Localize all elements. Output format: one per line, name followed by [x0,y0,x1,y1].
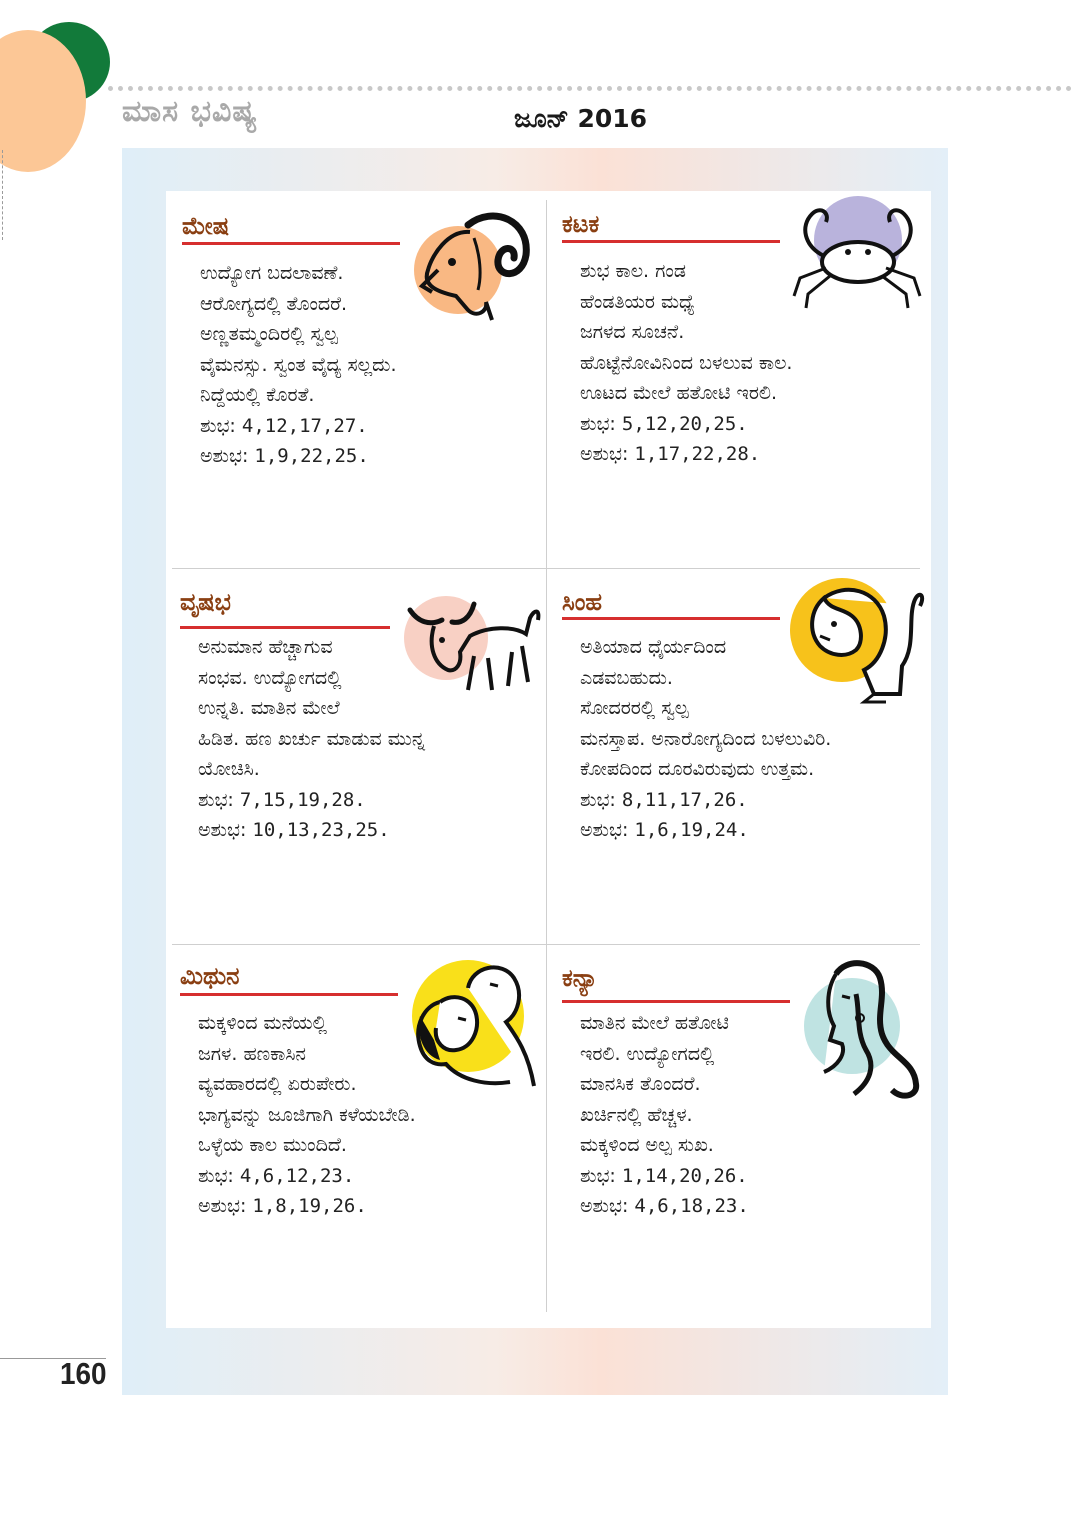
twins-icon [406,956,542,1092]
good-days-label: ಶುಭ: [200,414,236,437]
good-days-value: 4,12,17,27. [241,414,368,437]
prediction-line: ಖರ್ಚಿನಲ್ಲಿ ಹೆಚ್ಚಳ. [580,1103,693,1126]
bad-days-value: 4,6,18,23. [634,1195,749,1217]
prediction-line: ಭಾಗ್ಯವನ್ನು ಜೂಜಿಗಾಗಿ ಕಳೆಯಬೇಡಿ. [198,1103,416,1126]
prediction-line: ಶುಭ ಕಾಲ. ಗಂಡ [580,260,686,282]
bad-days-label: ಅಶುಭ: [200,445,249,467]
bad-days-label: ಅಶುಭ: [580,1195,629,1217]
bad-days-value: 1,8,19,26. [252,1195,367,1217]
bad-days-label: ಅಶುಭ: [198,1195,247,1217]
left-margin-rule [2,150,3,240]
sign-title-rule [182,242,400,245]
prediction-line: ಹೊಟ್ಟೆನೋವಿನಿಂದ ಬಳಲುವ ಕಾಲ. [580,351,793,374]
bad-days-value: 1,17,22,28. [634,443,761,465]
good-days-value: 5,12,20,25. [621,412,748,435]
sign-title-rule [562,617,780,620]
prediction-line: ಎಡವಬಹುದು. [580,666,673,689]
good-days-line [580,409,792,440]
bad-days-label: ಅಶುಭ: [580,443,629,465]
good-days-label: ಶುಭ: [580,788,616,811]
prediction-line: ಅತಿಯಾದ ಧೈರ್ಯದಿಂದ [580,636,727,658]
sign-title-rule [180,626,390,629]
month-title: ಜೂನ್ 2016 [514,104,648,133]
sign-name: ಸಿಂಹ [562,588,603,616]
row-divider [172,944,920,945]
good-days-value: 1,14,20,26. [621,1164,748,1187]
sign-name: ವೃಷಭ [180,588,231,616]
ram-icon [408,200,538,330]
prediction-line: ಜಗಳ. ಹಣಕಾಸಿನ [198,1042,306,1065]
prediction-line: ಅಣ್ಣತಮ್ಮಂದಿರಲ್ಲಿ ಸ್ವಲ್ಪ [200,323,338,345]
page-number: 160 [60,1356,107,1391]
prediction-line: ಮನಸ್ತಾಪ. ಅನಾರೋಗ್ಯದಿಂದ ಬಳಲುವಿರಿ. [580,727,832,750]
bad-days-value: 1,6,19,24. [634,819,749,841]
prediction-line: ಮಾತಿನ ಮೇಲೆ ಹತೋಟಿ [580,1012,729,1034]
bad-days-line [200,441,397,472]
sign-body [580,1008,749,1222]
maiden-icon [796,954,924,1102]
prediction-line: ಯೋಚಿಸಿ. [198,758,260,780]
sign-body [580,632,831,846]
good-days-line [200,411,397,442]
prediction-line: ಉದ್ಯೋಗ ಬದಲಾವಣೆ. [200,262,344,284]
bull-icon [404,586,544,696]
crab-icon [790,196,924,314]
prediction-line: ಸೋದರರಲ್ಲಿ ಸ್ವಲ್ಪ [580,697,689,719]
sign-title-rule [562,240,780,243]
prediction-line: ನಿದ್ದೆಯಲ್ಲಿ ಕೊರತೆ. [200,384,315,406]
sign-title-rule [562,1000,790,1003]
prediction-line: ಕೋಪದಿಂದ ದೂರವಿರುವುದು ಉತ್ತಮ. [580,758,815,780]
prediction-line: ಸಂಭವ. ಉದ್ಯೋಗದಲ್ಲಿ [198,666,342,689]
prediction-line: ಜಗಳದ ಸೂಚನೆ. [580,321,685,343]
good-days-value: 8,11,17,26. [621,788,748,811]
prediction-line: ವೈಮನಸ್ಸು. ಸ್ವಂತ ವೈದ್ಯ ಸಲ್ಲದು. [200,353,397,376]
prediction-line: ಆರೋಗ್ಯದಲ್ಲಿ ತೊಂದರೆ. [200,292,348,315]
prediction-line: ಇರಲಿ. ಉದ್ಯೋಗದಲ್ಲಿ [580,1042,715,1065]
good-days-line [198,1161,416,1192]
prediction-line: ವ್ಯವಹಾರದಲ್ಲಿ ಏರುಪೇರು. [198,1073,357,1095]
prediction-line: ಮಕ್ಕಳಿಂದ ಮನೆಯಲ್ಲಿ [198,1012,328,1034]
good-days-line [580,785,831,816]
prediction-line: ಮಕ್ಕಳಿಂದ ಅಲ್ಪ ಸುಖ. [580,1134,714,1156]
good-days-value: 7,15,19,28. [239,788,366,811]
good-days-line [198,785,425,816]
header-dotted-line [108,86,1072,91]
sign-name: ಕಟಕ [562,210,600,238]
prediction-line: ಉನ್ನತಿ. ಮಾತಿನ ಮೇಲೆ [198,697,340,719]
good-days-label: ಶುಭ: [198,788,234,811]
bad-days-line [198,815,425,846]
bad-days-line [198,1191,416,1222]
prediction-line: ಮಾನಸಿಕ ತೊಂದರೆ. [580,1073,701,1095]
prediction-line: ಹಿಡಿತ. ಹಣ ಖರ್ಚು ಮಾಡುವ ಮುನ್ನ [198,727,425,750]
prediction-line: ಒಳ್ಳೆಯ ಕಾಲ ಮುಂದಿದೆ. [198,1134,347,1156]
sign-title-rule [180,993,398,996]
prediction-line: ಅನುಮಾನ ಹೆಚ್ಚಾಗುವ [198,636,333,658]
good-days-label: ಶುಭ: [580,1164,616,1187]
bad-days-line [580,1191,749,1222]
bad-days-value: 1,9,22,25. [254,445,369,467]
sign-name: ಕನ್ಯಾ [562,964,598,992]
prediction-line: ಹೆಂಡತಿಯರ ಮಧ್ಯೆ [580,290,695,313]
row-divider [172,568,920,569]
bad-days-line [580,439,792,470]
sign-body [198,1008,416,1222]
sign-body [580,256,792,470]
prediction-line: ಊಟದ ಮೇಲೆ ಹತೋಟಿ ಇರಲಿ. [580,382,778,404]
section-title: ಮಾಸ ಭವಿಷ್ಯ [122,94,258,129]
sign-name: ಮೇಷ [182,212,230,240]
sign-body [200,258,397,472]
good-days-value: 4,6,12,23. [239,1164,355,1187]
good-days-label: ಶುಭ: [198,1164,234,1187]
good-days-line [580,1161,749,1192]
good-days-label: ಶುಭ: [580,412,616,435]
bad-days-label: ಅಶುಭ: [580,819,629,841]
column-divider [546,200,547,1312]
bad-days-label: ಅಶುಭ: [198,819,247,841]
sign-body [198,632,425,846]
bad-days-line [580,815,831,846]
bad-days-value: 10,13,23,25. [252,819,390,841]
sign-name: ಮಿಥುನ [180,962,240,990]
